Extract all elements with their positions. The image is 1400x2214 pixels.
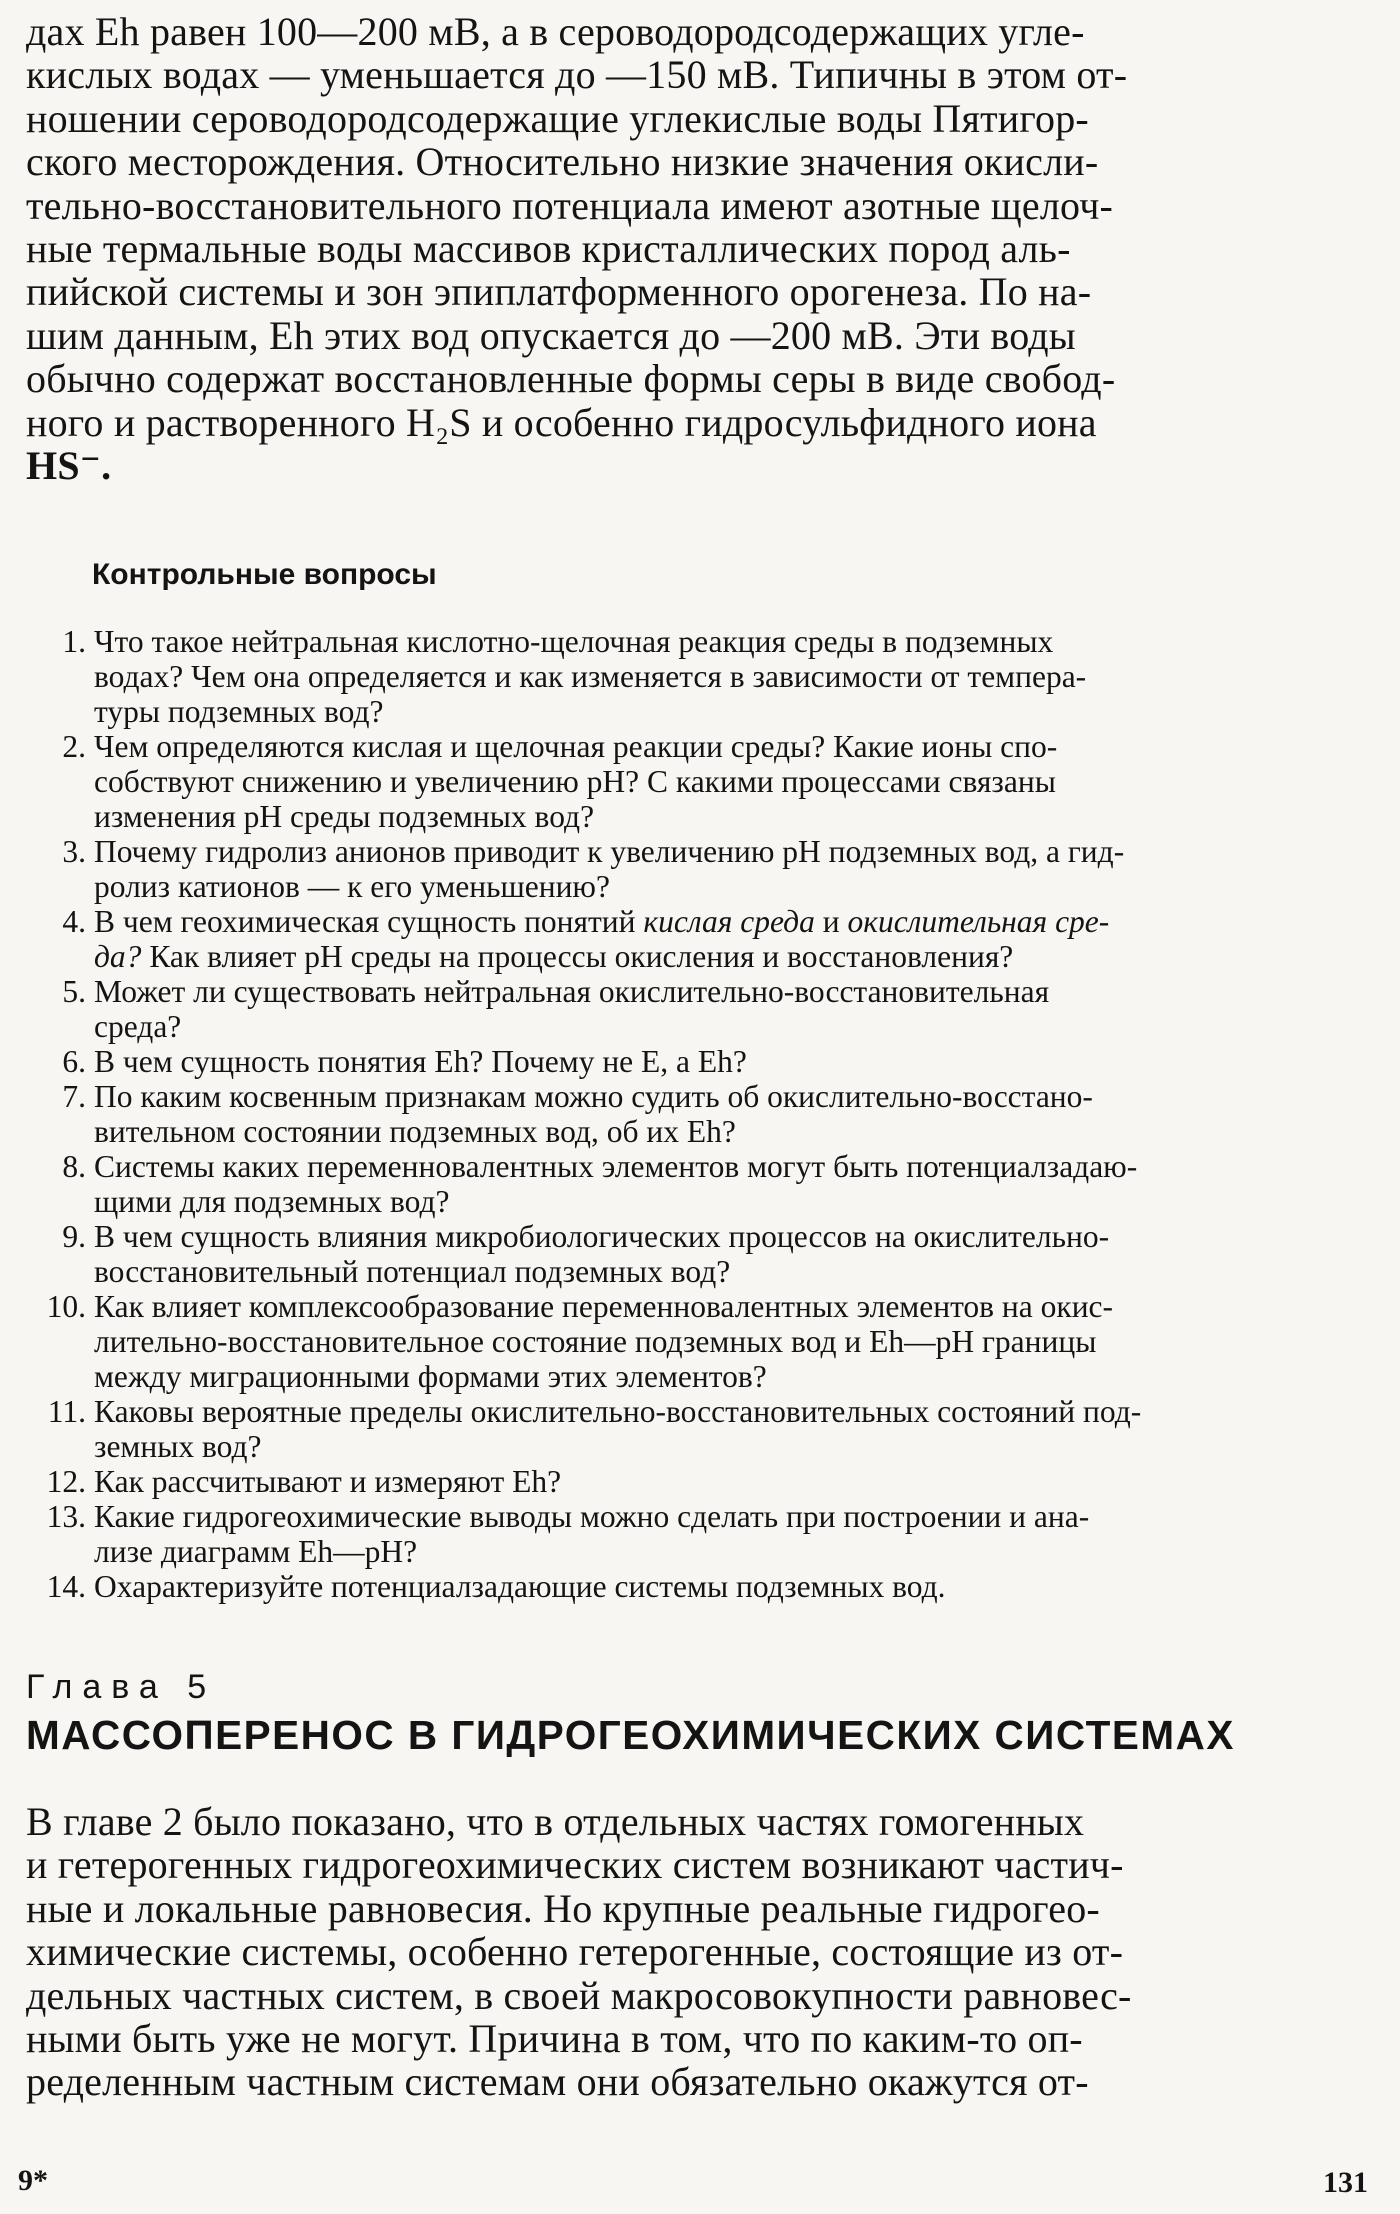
question-line: водах? Чем она определяется и как изменяется в зависимости от темпера- xyxy=(94,659,1087,694)
question-number: 12. xyxy=(46,1464,86,1499)
intro-line: ского месторождения. Относительно низкие значения окисли- xyxy=(26,139,1099,185)
page-number: 131 xyxy=(1323,2166,1368,2199)
question-line: щими для подземных вод? xyxy=(94,1184,450,1219)
question-item xyxy=(40,624,1376,729)
question-item xyxy=(40,1394,1376,1464)
question-line: Как влияет комплексообразование переменновалентных элементов на окис- xyxy=(94,1289,1114,1324)
question-number: 10. xyxy=(46,1289,86,1324)
signature-mark: 9* xyxy=(18,2164,48,2197)
question-number: 8. xyxy=(62,1149,86,1184)
question-line: В чем сущность понятия Eh? Почему не E, а Eh? xyxy=(94,1044,747,1079)
question-item xyxy=(40,1219,1376,1289)
question-line: собствуют снижению и увеличению pH? С какими процессами связаны xyxy=(94,764,1056,799)
chapter-title: МАССОПЕРЕНОС В ГИДРОГЕОХИМИЧЕСКИХ СИСТЕМАХ xyxy=(26,1712,1235,1758)
question-text: Как влияет pH среды на процессы окисления и восстановления? xyxy=(149,939,1014,974)
question-line: земных вод? xyxy=(94,1429,262,1464)
question-emphasis: да? xyxy=(94,939,142,974)
question-emphasis: кислая среда xyxy=(643,904,815,939)
question-number: 13. xyxy=(46,1499,86,1534)
intro-line: дах Eh равен 100—200 мВ, а в сероводородсодержащих угле- xyxy=(26,9,1085,54)
questions-heading: Контрольные вопросы xyxy=(92,558,437,591)
question-item xyxy=(40,1464,1376,1499)
intro-line: ные термальные воды массивов кристаллических пород аль- xyxy=(26,226,1071,272)
question-emphasis: окислительная сре- xyxy=(847,904,1110,939)
intro-line: HS⁻. xyxy=(26,443,112,489)
question-number: 5. xyxy=(62,974,86,1009)
question-item xyxy=(40,729,1376,834)
question-number: 11. xyxy=(47,1394,86,1429)
question-line: среда? xyxy=(94,1009,182,1044)
question-line: между миграционными формами этих элементов? xyxy=(94,1359,767,1394)
question-item xyxy=(40,904,1376,974)
chapter-line: и гетерогенных гидрогеохимических систем возникают частич- xyxy=(26,1842,1124,1888)
question-line: Какие гидрогеохимические выводы можно сделать при построении и ана- xyxy=(94,1499,1090,1534)
question-item xyxy=(40,834,1376,904)
intro-line: ношении сероводородсодержащие углекислые воды Пятигор- xyxy=(26,95,1089,141)
question-line: туры подземных вод? xyxy=(94,694,384,729)
chapter-line: В главе 2 было показано, что в отдельных частях гомогенных xyxy=(26,1799,1085,1844)
question-item xyxy=(40,1569,1376,1604)
intro-line: кислых водах — уменьшается до —150 мВ. Типичны в этом от- xyxy=(26,52,1128,98)
question-number: 14. xyxy=(46,1569,86,1604)
question-line: Что такое нейтральная кислотно-щелочная реакция среды в подземных xyxy=(94,624,1054,659)
question-line: Почему гидролиз анионов приводит к увеличению pH подземных вод, а гид- xyxy=(94,834,1125,869)
question-number: 1. xyxy=(62,624,86,659)
question-number: 9. xyxy=(62,1219,86,1254)
question-line: Как рассчитывают и измеряют Eh? xyxy=(94,1464,562,1499)
question-line: вительном состоянии подземных вод, об их Eh? xyxy=(94,1114,736,1149)
chapter-line: ределенным частным системам они обязательно окажутся от- xyxy=(26,2059,1089,2105)
question-line xyxy=(94,939,1376,974)
chapter-line: дельных частных систем, в своей макросовокупности равновес- xyxy=(26,1972,1132,2018)
question-number: 3. xyxy=(62,834,86,869)
question-item xyxy=(40,1079,1376,1149)
chapter-paragraph xyxy=(26,1800,1374,2104)
question-item xyxy=(40,1044,1376,1079)
question-line: Системы каких переменновалентных элементов могут быть потенциалзадаю- xyxy=(94,1149,1138,1184)
question-line: лизе диаграмм Eh—pH? xyxy=(94,1534,418,1569)
question-line: изменения pH среды подземных вод? xyxy=(94,799,595,834)
question-item xyxy=(40,1289,1376,1394)
question-number: 4. xyxy=(62,904,86,939)
question-line: Каковы вероятные пределы окислительно-восстановительных состояний под- xyxy=(94,1394,1142,1429)
question-line: восстановительный потенциал подземных вод? xyxy=(94,1254,731,1289)
question-text: и xyxy=(822,904,840,939)
intro-line: обычно содержат восстановленные формы серы в виде свобод- xyxy=(26,356,1116,402)
question-line: Может ли существовать нейтральная окислительно-восстановительная xyxy=(94,974,1050,1009)
chapter-line: ные и локальные равновесия. Но крупные реальные гидрогео- xyxy=(26,1885,1100,1931)
chapter-line: химические системы, особенно гетерогенные, состоящие из от- xyxy=(26,1929,1124,1975)
question-line: По каким косвенным признакам можно судить об окислительно-восстано- xyxy=(94,1079,1093,1114)
questions-list xyxy=(40,624,1376,1604)
question-line: Охарактеризуйте потенциалзадающие системы подземных вод. xyxy=(94,1569,946,1604)
question-number: 2. xyxy=(62,729,86,764)
question-line: В чем сущность влияния микробиологических процессов на окислительно- xyxy=(94,1219,1110,1254)
question-item xyxy=(40,1149,1376,1219)
question-line: лительно-восстановительное состояние подземных вод и Eh—pH границы xyxy=(94,1324,1097,1359)
question-line xyxy=(94,904,1376,939)
question-item xyxy=(40,974,1376,1044)
chapter-line: ными быть уже не могут. Причина в том, что по каким-то оп- xyxy=(26,2016,1083,2062)
intro-paragraph xyxy=(26,10,1374,487)
question-number: 6. xyxy=(62,1044,86,1079)
intro-line: шим данным, Eh этих вод опускается до —200 мВ. Эти воды xyxy=(26,312,1076,358)
question-text: В чем геохимическая сущность понятий xyxy=(94,904,636,939)
question-item xyxy=(40,1499,1376,1569)
intro-line: тельно-восстановительного потенциала имеют азотные щелоч- xyxy=(26,182,1114,228)
question-number: 7. xyxy=(62,1079,86,1114)
question-line: Чем определяются кислая и щелочная реакции среды? Какие ионы спо- xyxy=(94,729,1058,764)
intro-line: ного и растворенного H₂S и особенно гидросульфидного иона xyxy=(26,399,1097,445)
question-line: ролиз катионов — к его уменьшению? xyxy=(94,869,610,904)
chapter-label: Глава 5 xyxy=(26,1668,217,1706)
intro-line: пийской системы и зон эпиплатформенного орогенеза. По на- xyxy=(26,269,1092,315)
